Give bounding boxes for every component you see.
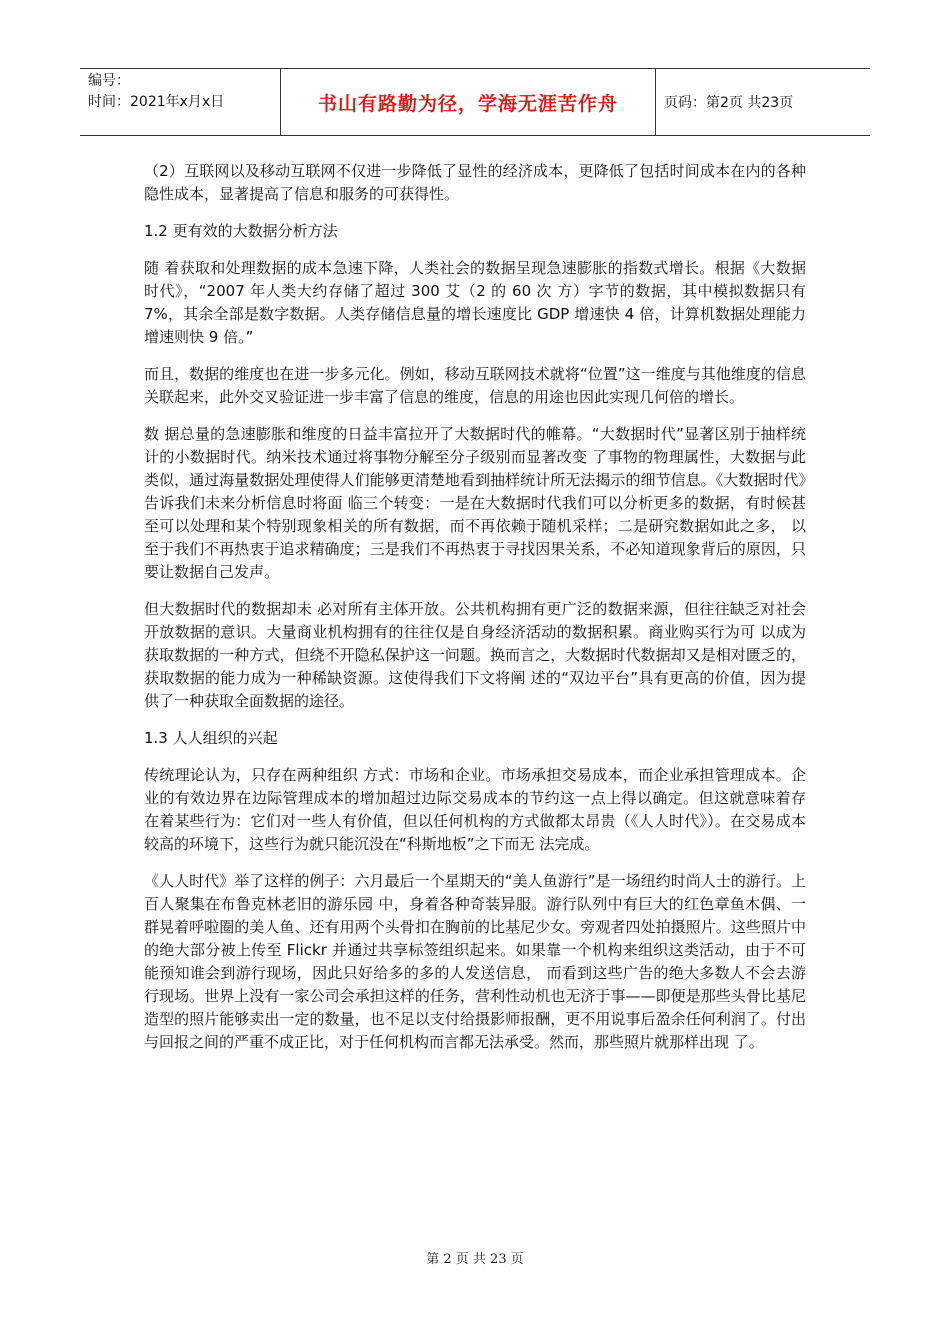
number-label: 编号： [88,73,130,89]
section-heading-1-2: 1.2 更有效的大数据分析方法 [144,222,338,240]
footer-page-number: 第 2 页 共 23 页 [426,1252,524,1267]
page-label: 页码：第2页 共23页 [664,95,794,111]
paragraph-7: 《人人时代》举了这样的例子：六月最后一个星期天的“美人鱼游行”是一场纽约时尚人士的游行。上百人聚集在布鲁克林老旧的游乐园 中，身着各种奇装异服。游行队列中有巨大的红色章鱼木偶、一群晃着呼啦圈的美人鱼、还有用两个头骨扣在胸前的比基尼少女。旁观者四处拍摄照片。这些照片中 的绝大部分被上传至 Flickr 并通过共享标签组织起来。如果靠一个机构来组织这类活动，由于不可能预知谁会到游行现场，因此只好给多的多的人发送信息， 而看到这些广告的绝大多数人不会去游行现场。世界上没有一家公司会承担这样的任务，营利性动机也无济于事——即便是那些头骨比基尼造型的照片能够卖出一定的数量，也不足以支付给摄影师报酬，更不用说事后盈余任何利润了。付出与回报之间的严重不成正比，对于任何机构而言都无法承受。然而，那些照片就那样出现 了。 [144,872,806,1051]
document-header [80,68,870,136]
header-motto [281,69,656,135]
header-page-info [656,69,870,135]
date-label: 时间：2021年x月x日 [88,94,225,110]
header-meta [80,69,281,135]
paragraph-5: 但大数据时代的数据却未 必对所有主体开放。公共机构拥有更广泛的数据来源，但往往缺乏对社会开放数据的意识。大量商业机构拥有的往往仅是自身经济活动的数据积累。商业购买行为可 以成为获取数据的一种方式，但绕不开隐私保护这一问题。换而言之，大数据时代数据却又是相对匮乏的，获取数据的能力成为一种稀缺资源。这使得我们下文将阐 述的“双边平台”具有更高的价值，因为提供了一种获取全面数据的途径。 [144,600,806,710]
paragraph-6: 传统理论认为，只存在两种组织 方式：市场和企业。市场承担交易成本，而企业承担管理成本。企业的有效边界在边际管理成本的增加超过边际交易成本的节约这一点上得以确定。但这就意味着存 在着某些行为：它们对一些人有价值，但以任何机构的方式做都太昂贵（《人人时代》）。在交易成本较高的环境下，这些行为就只能沉没在“科斯地板”之下而无 法完成。 [144,766,806,853]
paragraph-1: （2）互联网以及移动互联网不仅进一步降低了显性的经济成本，更降低了包括时间成本在内的各种隐性成本，显著提高了信息和服务的可获得性。 [144,162,806,203]
paragraph-3: 而且，数据的维度也在进一步多元化。例如，移动互联网技术就将“位置”这一维度与其他维度的信息关联起来，此外交叉验证进一步丰富了信息的维度，信息的用途也因此实现几何倍的增长。 [144,365,806,406]
paragraph-2: 随 着获取和处理数据的成本急速下降，人类社会的数据呈现急速膨胀的指数式增长。根据《大数据时代》，“2007 年人类大约存储了超过 300 艾（2 的 60 次 方）字节的数据，其中模拟数据只有 7%，其余全部是数字数据。人类存储信息量的增长速度比 GDP 增速快 4 倍，计算机数据处理能力增速则快 9 倍。” [144,259,806,346]
motto-text: 书山有路勤为径，学海无涯苦作舟 [317,92,618,115]
section-heading-1-3: 1.3 人人组织的兴起 [144,729,278,747]
page-footer [0,1248,950,1267]
paragraph-4: 数 据总量的急速膨胀和维度的日益丰富拉开了大数据时代的帷幕。“大数据时代”显著区别于抽样统计的小数据时代。纳米技术通过将事物分解至分子级别而显著改变 了事物的物理属性，大数据与此类似，通过海量数据处理使得人们能够更清楚地看到抽样统计所无法揭示的细节信息。《大数据时代》告诉我们未来分析信息时将面 临三个转变：一是在大数据时代我们可以分析更多的数据，有时候甚至可以处理和某个特别现象相关的所有数据，而不再依赖于随机采样；二是研究数据如此之多， 以至于我们不再热衷于追求精确度；三是我们不再热衷于寻找因果关系，不必知道现象背后的原因，只要让数据自己发声。 [144,425,806,581]
document-body [144,160,806,1068]
